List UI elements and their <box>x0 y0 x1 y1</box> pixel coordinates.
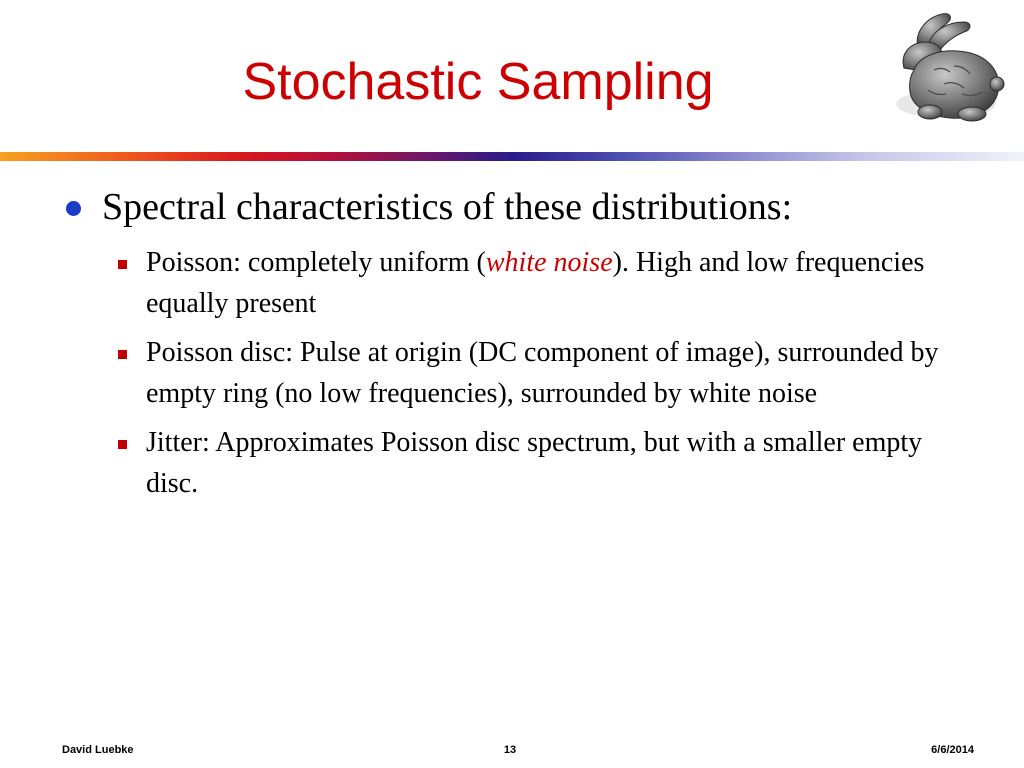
bullet-item <box>62 184 972 230</box>
accent-bar <box>0 152 1024 161</box>
square-bullet-icon <box>118 350 127 359</box>
subbullet-item <box>62 422 972 504</box>
subbullet-item <box>62 242 972 324</box>
bullet-text: Spectral characteristics of these distributions: <box>102 186 793 228</box>
square-bullet-icon <box>118 440 127 449</box>
subbullet-text-after: ). High and low frequencies equally present <box>146 247 925 319</box>
footer-author: David Luebke <box>62 744 134 756</box>
footer-page-number: 13 <box>503 744 517 756</box>
subbullet-text: Poisson disc: Pulse at origin (DC component of image), surrounded by empty ring (no low frequencies), surrounded by white noise <box>146 337 939 409</box>
subbullet-emphasis: white noise <box>485 247 613 278</box>
bullet-dot-icon <box>66 201 81 216</box>
slide-body <box>62 184 972 512</box>
slide-title: Stochastic Sampling <box>242 53 714 111</box>
subbullet-text-before: Poisson: completely uniform ( <box>146 247 486 278</box>
subbullet-item <box>62 332 972 414</box>
stanford-bunny-icon <box>884 10 1014 140</box>
footer-date: 6/6/2014 <box>931 744 974 756</box>
subbullet-list <box>62 242 972 504</box>
subbullet-text: Jitter: Approximates Poisson disc spectrum, but with a smaller empty disc. <box>146 427 923 499</box>
square-bullet-icon <box>118 260 127 269</box>
